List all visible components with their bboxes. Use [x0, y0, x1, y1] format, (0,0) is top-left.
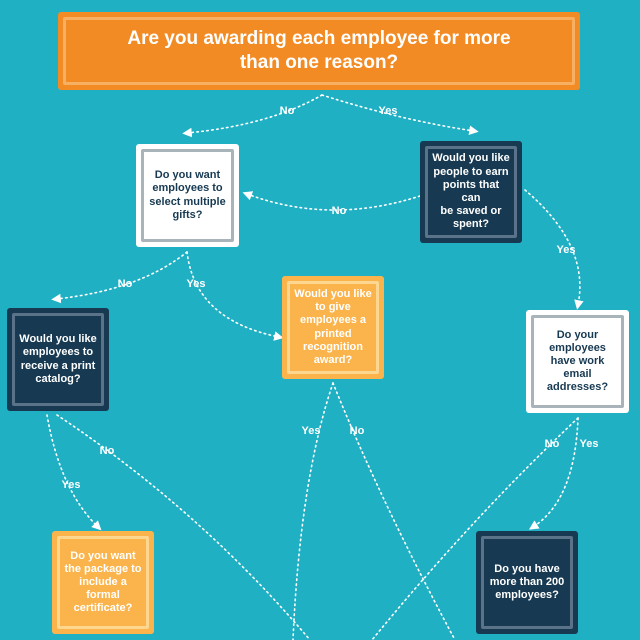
node-printed-award-text: Would you like to give employees a printed recognition award? — [294, 287, 372, 366]
edge-label-gifts-no: No — [117, 278, 133, 290]
edge-label-gifts-yes: Yes — [186, 278, 206, 290]
node-printed-award — [282, 276, 384, 379]
edge-label-catalog-no: No — [99, 445, 115, 457]
edge-label-email-yes: Yes — [579, 438, 599, 450]
edge-label-points-no: No — [331, 205, 347, 217]
node-work-email — [526, 310, 629, 413]
edge-email-yes — [533, 418, 578, 527]
edge-gifts-yes — [187, 252, 279, 337]
edge-award-no — [333, 383, 455, 640]
edge-title-no — [187, 95, 322, 133]
node-work-email-text: Do your employees have work email addresses? — [546, 328, 609, 394]
node-multiple-gifts-text: Do you want employees to select multiple gifts? — [149, 169, 226, 221]
node-print-catalog-text: Would you like employees to receive a print catalog? — [19, 333, 97, 385]
node-earn-points-text: Would you like people to earn points that can be saved or spent? — [432, 152, 510, 231]
edge-label-title-yes: Yes — [378, 105, 398, 117]
edge-label-points-yes: Yes — [556, 244, 576, 256]
edge-title-yes — [322, 95, 474, 131]
node-earn-points — [420, 141, 522, 243]
edge-award-yes — [293, 383, 333, 640]
edge-label-award-no: No — [349, 425, 365, 437]
node-formal-certificate-text: Do you want the package to include a formal certificate? — [64, 549, 142, 615]
node-formal-certificate — [52, 531, 154, 634]
title-question: Are you awarding each employee for more than one reason? — [127, 28, 511, 73]
node-multiple-gifts — [136, 144, 239, 247]
edge-label-title-no: No — [279, 105, 295, 117]
edge-label-award-yes: Yes — [301, 425, 321, 437]
edge-catalog-yes — [47, 415, 98, 527]
title-question-box — [58, 12, 580, 90]
node-over-200-employees-text: Do you have more than 200 employees? — [489, 562, 565, 602]
edge-label-email-no: No — [544, 438, 560, 450]
node-over-200-employees — [476, 531, 578, 634]
edge-gifts-no — [56, 252, 187, 299]
node-print-catalog — [7, 308, 109, 411]
edge-label-catalog-yes: Yes — [61, 479, 81, 491]
